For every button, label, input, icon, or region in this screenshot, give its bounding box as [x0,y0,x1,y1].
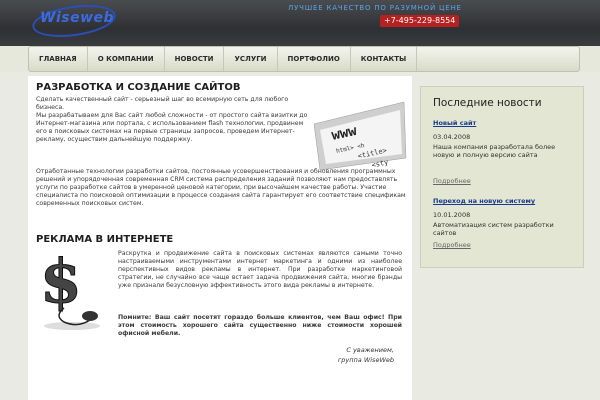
svg-text:<title>: <title> [357,146,388,161]
section-title-internet-ads: РЕКЛАМА В ИНТЕРНЕТЕ [36,234,174,245]
technology-paragraph: Отработанные технологии разработки сайтов, постоянные усовершенствования и обновления программных решений и упорядоченная современная CRM система распределения заданий позволяют нам предоставлять услуги по разработке сайтов в умеренной ценовой категории, при высочайшем качестве работы. Участие специалиста по поисковой оптимизации в процессе создания сайта гарантирует его соответствие спецификам современных поисковых систем. [36,168,406,207]
signature-line-1: С уважением, [346,346,394,354]
nav-item-about[interactable]: О КОМПАНИИ [88,47,165,71]
news-item-2-text: Автоматизация систем разработки сайтов [433,221,554,237]
main-content [28,76,412,400]
nav-item-contacts[interactable]: КОНТАКТЫ [351,47,417,71]
news-item-2-link[interactable]: Переход на новую систему [433,197,536,205]
nav-item-news[interactable]: НОВОСТИ [165,47,225,71]
svg-text:www: www [330,122,359,144]
site-header [0,0,600,48]
nav-item-home[interactable]: ГЛАВНАЯ [29,47,88,71]
nav-item-portfolio[interactable]: ПОРТФОЛИО [278,47,351,71]
news-item-1-date: 03.04.2008 [433,133,471,141]
logo-text: Wiseweb [40,10,115,26]
news-item-1-more[interactable]: Подробнее [433,177,471,185]
dollar-mouse-illustration [34,246,110,332]
news-sidebar [420,86,584,268]
header-phone[interactable]: +7-495-229-8554 [380,15,459,27]
news-item-2-more[interactable]: Подробнее [433,241,471,249]
main-menu [28,46,580,72]
section-title-web-development: РАЗРАБОТКА И СОЗДАНИЕ САЙТОВ [36,82,241,93]
seo-paragraph: Раскрутка и продвижение сайта в поисковых системах являются самыми точно настраиваемыми инструментами интернет маркетинга и одними из наиболее перспективных видов рекламы в интернет. При разработке маркетинговой стратегии, не случайно все чаще встает задача продвижения сайта, многие брэнды уже признали безусловную эффективность этого вида рекламы в интернете. [118,250,402,289]
svg-text:$: $ [40,247,82,317]
remember-paragraph: Помните: Ваш сайт посетят гораздо больше клиентов, чем Ваш офис! При этом стоимость хорошего сайта существенно ниже стоимости хорошей офисной мебели. [118,314,402,337]
www-keyboard-illustration [310,96,408,172]
news-item-2-date: 10.01.2008 [433,211,471,219]
news-item-1-text: Наша компания разработала более новую и полную версию сайта [433,143,556,159]
svg-text:<sty: <sty [370,158,390,170]
site-logo[interactable] [28,4,118,36]
signature-line-2: группа WiseWeb [337,356,394,364]
sidebar-title: Последние новости [433,97,542,109]
news-item-1-link[interactable]: Новый сайт [433,119,477,127]
intro-paragraph: Сделать качественный сайт - серьезный шаг во всемирную сеть для любого бизнеса. [36,96,289,111]
nav-item-services[interactable]: УСЛУГИ [224,47,277,71]
header-slogan: ЛУЧШЕЕ КАЧЕСТВО ПО РАЗУМНОЙ ЦЕНЕ [288,4,462,12]
svg-text:html> <h: html> <h [335,142,366,155]
services-paragraph: Мы разрабатываем для Вас сайт любой сложности - от простого сайта визитки до Интернет-магазина или портала, с использованием flash технологии, продвинем его в поисковых системах на первые страницы запросов, проведем Интернет-рекламу, осуществим дальнейшую поддержку. [36,112,308,143]
nav-bar [0,46,600,72]
